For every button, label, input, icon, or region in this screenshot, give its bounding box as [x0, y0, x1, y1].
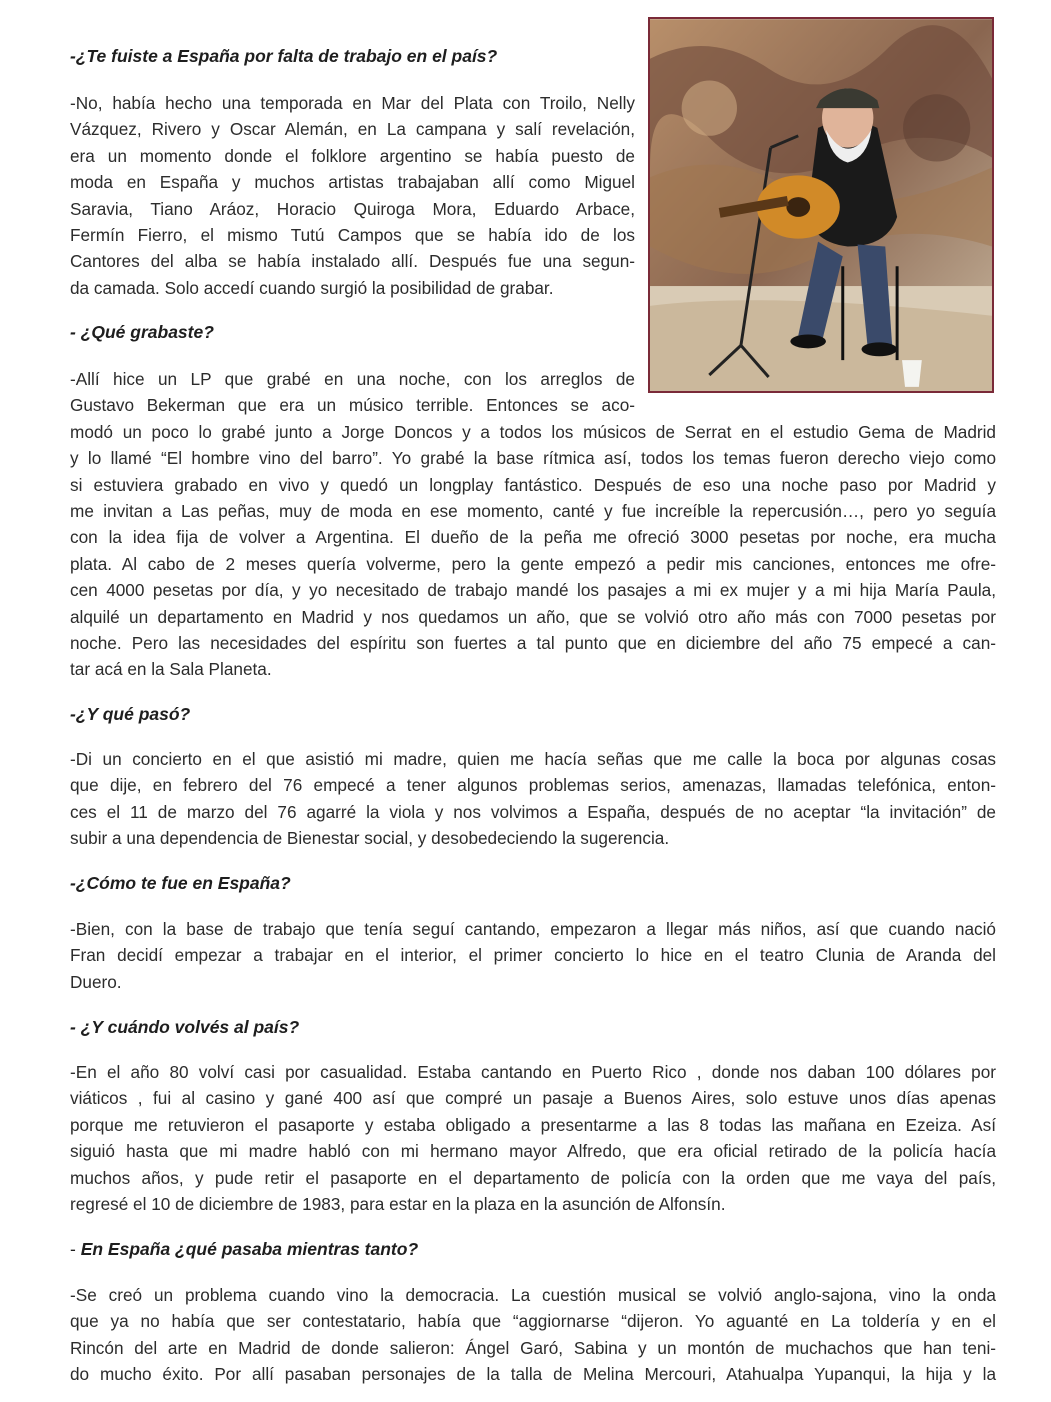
question-1: -¿Te fuiste a España por falta de trabajo en el país?	[70, 46, 498, 66]
answer-line: alquilé un departamento en Madrid y nos quedamos un año, que se volvió otro año más con 7000 pesetas por	[70, 606, 996, 627]
guitarist-photo-icon	[650, 19, 992, 391]
answer-6	[70, 1282, 996, 1388]
question-6	[70, 1239, 418, 1260]
answer-line: subir a una dependencia de Bienestar social, y desobedeciendo la sugerencia.	[70, 828, 670, 849]
answer-line: regresé el 10 de diciembre de 1983, para estar en la plaza en la asunción de Alfonsín.	[70, 1194, 726, 1215]
answer-line: Vázquez, Rivero y Oscar Alemán, en La campana y salí revelación,	[70, 119, 635, 140]
answer-line: viáticos , fui al casino y gané 400 así que compré un pasaje a Buenos Aires, solo estuve unos días apenas	[70, 1088, 996, 1109]
answer-line: -Di un concierto en el que asistió mi madre, quien me hacía señas que me calle la boca por algunas cosas	[70, 749, 996, 769]
answer-line: moda en España y muchos artistas trabajaban allí como Miguel	[70, 172, 635, 193]
answer-3	[70, 746, 996, 852]
answer-line: noche. Pero las necesidades del espíritu son fuertes a tal punto que en diciembre del año 75 empecé a can-	[70, 633, 996, 654]
answer-line: -En el año 80 volví casi por casualidad. Estaba cantando en Puerto Rico , donde nos daban 100 dólares por	[70, 1062, 996, 1082]
answer-line: Saravia, Tiano Aráoz, Horacio Quiroga Mora, Eduardo Arbace,	[70, 198, 635, 219]
answer-line: si estuviera grabado en vivo y quedó un longplay fantástico. Después de eso una noche paso por Madrid y	[70, 474, 996, 495]
answer-line: me invitan a Las peñas, muy de moda en ese momento, canté y fue increíble la repercusión…, pero yo seguía	[70, 501, 996, 522]
answer-line: que dije, en febrero del 76 empecé a tener algunos problemas serios, amenazas, llamadas telefónica, enton-	[70, 775, 996, 796]
answer-4	[70, 916, 996, 995]
question-4: -¿Cómo te fue en España?	[70, 873, 291, 893]
answer-line: -Bien, con la base de trabajo que tenía seguí cantando, empezaron a llegar más niños, así que cuando nació	[70, 919, 996, 939]
question-3: -¿Y qué pasó?	[70, 704, 191, 724]
answer-line: -Allí hice un LP que grabé en una noche, con los arreglos de	[70, 369, 635, 389]
answer-line: Cantores del alba se había instalado allí. Después fue una segun-	[70, 251, 635, 272]
answer-line: da camada. Solo accedí cuando surgió la posibilidad de grabar.	[70, 277, 554, 298]
question-text: En España ¿qué pasaba mientras tanto?	[80, 1239, 419, 1259]
answer-line: Fermín Fierro, el mismo Tutú Campos que se había ido de los	[70, 225, 635, 246]
answer-line: siguió hasta que mi madre habló con mi hermano mayor Alfredo, que era oficial retirado de la policía hacía	[70, 1141, 996, 1162]
answer-line: con la idea fija de volver a Argentina. El dueño de la peña me ofreció 3000 pesetas por noche, era mucha	[70, 527, 996, 548]
question-prefix: -	[70, 1239, 81, 1259]
answer-line: que ya no había que ser contestatario, había que “aggiornarse “dijeron. Yo aguanté en La toldería y en el	[70, 1311, 996, 1332]
answer-line: plata. Al cabo de 2 meses quería volverme, pero la gente empezó a pedir mis canciones, entonces me ofre-	[70, 553, 996, 574]
answer-1	[70, 90, 635, 301]
answer-line: muchos años, y pude retir el pasaporte en el departamento de policía con la orden que me vaya del país,	[70, 1167, 996, 1188]
answer-line: do mucho éxito. Por allí pasaban personajes de la talla de Melina Mercouri, Atahualpa Yupanqui, la hija y la	[70, 1364, 996, 1385]
answer-line: Rincón del arte en Madrid de donde salieron: Ángel Garó, Sabina y un montón de muchachos que han teni-	[70, 1337, 996, 1358]
answer-line: porque me retuvieron el pasaporte y estaba obligado a presentarme a las 8 todas las mañana en Ezeiza. Así	[70, 1114, 996, 1135]
question-5: - ¿Y cuándo volvés al país?	[70, 1017, 300, 1037]
answer-2	[70, 366, 996, 683]
answer-line: y lo llamé “El hombre vino del barro”. Yo grabé la base rítmica así, todos los temas fueron derecho viejo como	[70, 448, 996, 469]
answer-line: Gustavo Bekerman que era un músico terrible. Entonces se aco-	[70, 395, 635, 416]
answer-line: modó un poco lo grabé junto a Jorge Doncos y a todos los músicos de Serrat en el estudio Gema de Madrid	[70, 421, 996, 442]
answer-line: Duero.	[70, 971, 122, 992]
answer-5	[70, 1059, 996, 1217]
answer-line: -No, había hecho una temporada en Mar del Plata con Troilo, Nelly	[70, 93, 635, 113]
answer-line: Fran decidí empezar a trabajar en el interior, el primer concierto lo hice en el teatro Clunia de Aranda del	[70, 945, 996, 966]
answer-line: cen 4000 pesetas por día, y yo necesitado de trabajo mandé los pasajes a mi ex mujer y a mi hija María Paula,	[70, 580, 996, 601]
answer-line: tar acá en la Sala Planeta.	[70, 659, 272, 680]
question-2: - ¿Qué grabaste?	[70, 322, 214, 342]
answer-line: era un momento donde el folklore argentino se había puesto de	[70, 145, 635, 166]
guitarist-photo	[648, 17, 994, 393]
answer-line: -Se creó un problema cuando vino la democracia. La cuestión musical se volvió anglo-sajona, vino la onda	[70, 1285, 996, 1305]
answer-line: ces el 11 de marzo del 76 agarré la viola y nos volvimos a España, después de no aceptar “la invitación” de	[70, 801, 996, 822]
